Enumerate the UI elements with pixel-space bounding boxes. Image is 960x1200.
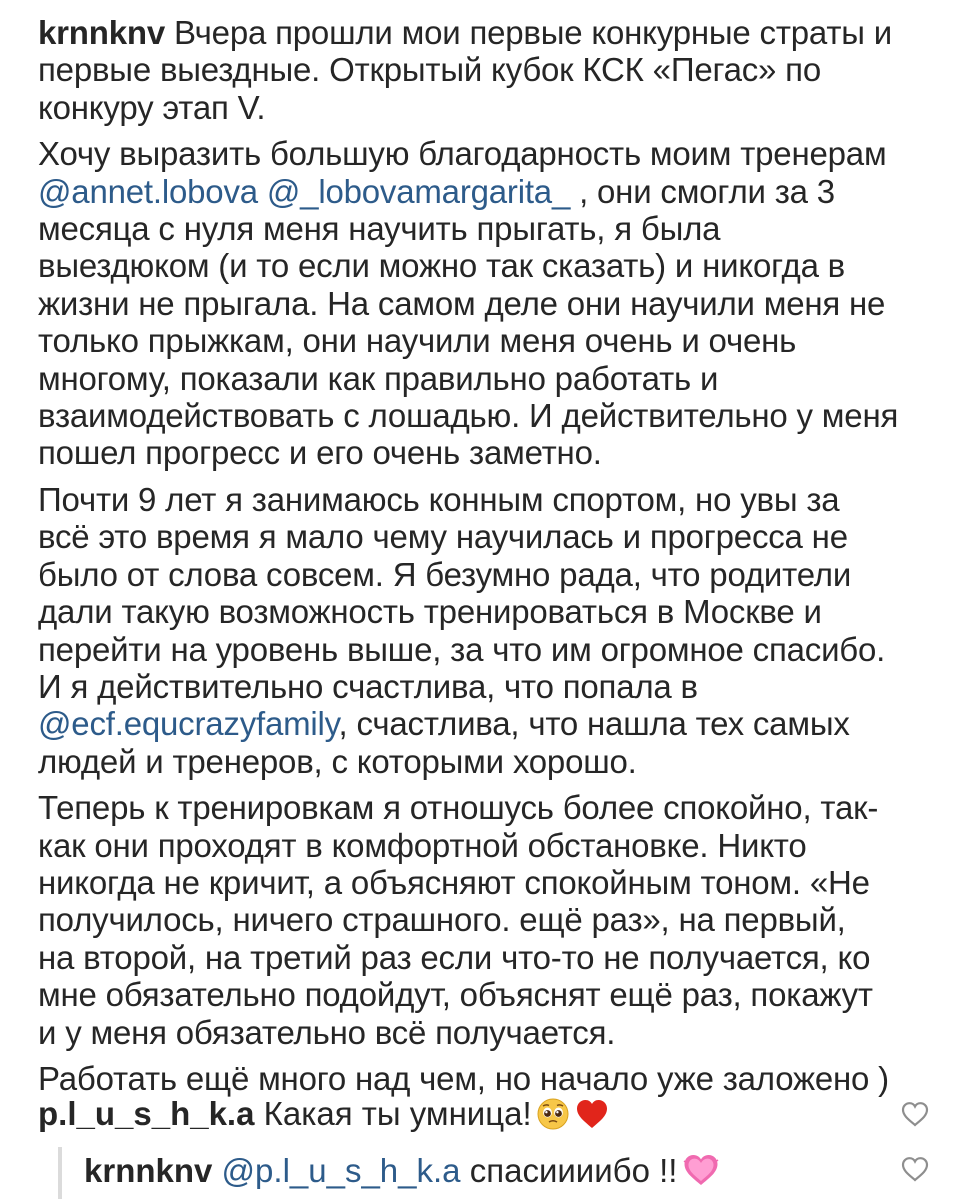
mention-link[interactable]: @ecf.equcrazyfamily	[38, 705, 339, 743]
mention-link[interactable]: @p.l_u_s_h_k.a	[221, 1152, 461, 1189]
comment-text: Какая ты умница!	[254, 1095, 532, 1132]
caption-paragraph-1: krnnknv Вчера прошли мои первые конкурные страты и первые выездные. Открытый кубок КСК «Пегас» по конкуру этап V.	[38, 14, 892, 126]
red-heart-emoji	[574, 1097, 610, 1140]
post-caption	[38, 14, 938, 1106]
heart-outline-icon[interactable]	[900, 1100, 930, 1128]
comment-username[interactable]: p.l_u_s_h_k.a	[38, 1095, 255, 1132]
reply-thread-bar	[58, 1147, 930, 1199]
reply-item	[84, 1151, 721, 1197]
reply-username[interactable]: krnnknv	[84, 1152, 213, 1189]
heart-outline-icon[interactable]	[900, 1155, 930, 1183]
caption-paragraph-5: Работать ещё много над чем, но начало уже заложено )	[38, 1059, 889, 1097]
caption-paragraph-4: Теперь к тренировкам я отношусь более спокойно, так- как они проходят в комфортной обстановке. Никто никогда не кричит, а объясняют спокойным тоном. «Не получилось, ничего страшного. ещё раз», на первый, на второй, на третий раз если что-то не получается, ко мне обязательно подойдут, объяснят ещё раз, покажут и у меня обязательно всё получается.	[38, 789, 879, 1051]
mention-link[interactable]: @annet.lobova	[38, 172, 258, 210]
pleading-face-emoji	[536, 1097, 570, 1140]
comment-item	[38, 1094, 930, 1140]
reply-text: спасиииибо !!	[460, 1152, 678, 1189]
mention-link[interactable]: @_lobovamargarita_	[266, 172, 571, 210]
caption-paragraph-2: Хочу выразить большую благодарность моим тренерам @annet.lobova @_lobovamargarita_ , они смогли за 3 месяца с нуля меня научить прыгать, я была выездюком (и то если можно так сказать) и никогда в жизни не прыгала. На самом деле они научили меня не только прыжкам, они научили меня очень и очень многому, показали как правильно работать и взаимодействовать с лошадью. И действительно у меня пошел прогресс и его очень заметно.	[38, 135, 899, 472]
post-author-username[interactable]: krnnknv	[38, 14, 165, 51]
caption-paragraph-3: Почти 9 лет я занимаюсь конным спортом, но увы за всё это время я мало чему научилась и прогресса не было от слова совсем. Я безумно рада, что родители дали такую возможность тренироваться в Москве и перейти на уровень выше, за что им огромное спасибо. И я действительно счастлива, что попала в @ecf.equcrazyfamily, счастлива, что нашла тех самых людей и тренеров, с которыми хорошо.	[38, 480, 886, 780]
pink-heart-emoji	[681, 1152, 721, 1197]
